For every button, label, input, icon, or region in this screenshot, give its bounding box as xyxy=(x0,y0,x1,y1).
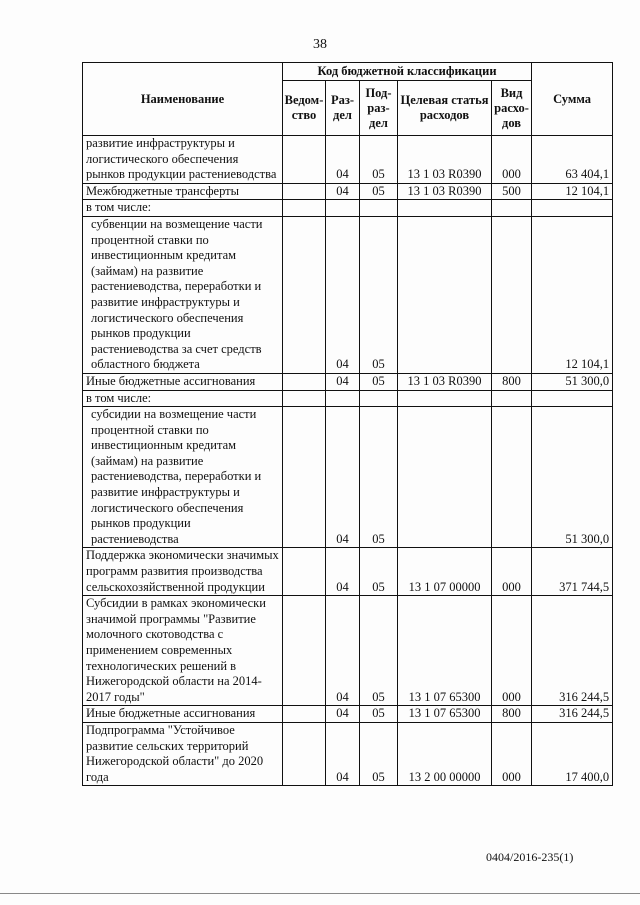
cell-subsection: 05 xyxy=(360,136,398,184)
cell-expense-type: 800 xyxy=(492,373,532,390)
cell-expense-type: 500 xyxy=(492,183,532,200)
document-code: 0404/2016-235(1) xyxy=(486,850,574,864)
cell-expense-type: 000 xyxy=(492,596,532,706)
cell-section: 04 xyxy=(326,136,360,184)
cell-name: Поддержка экономически значимых программ развития производства сельскохозяйственной продукции xyxy=(83,548,283,596)
cell-dept xyxy=(283,706,326,723)
cell-expense-type xyxy=(492,200,532,217)
cell-section: 04 xyxy=(326,216,360,373)
table-body xyxy=(83,136,613,786)
cell-subsection: 05 xyxy=(360,596,398,706)
cell-name: Субсидии в рамках экономически значимой программы "Развитие молочного скотоводства с применением современных технологических решений в Нижегородской области на 2014-2017 годы" xyxy=(83,596,283,706)
cell-subsection: 05 xyxy=(360,183,398,200)
table-row xyxy=(83,183,613,200)
table-row xyxy=(83,407,613,548)
cell-amount: 371 744,5 xyxy=(532,548,613,596)
cell-amount: 12 104,1 xyxy=(532,216,613,373)
cell-target: 13 1 03 R0390 xyxy=(398,183,492,200)
col-header-expense-type: Вид расхо-дов xyxy=(492,81,532,136)
cell-name: субсидии на возмещение части процентной ставки по инвестиционным кредитам (займам) на развитие растениеводства, переработки и развитие инфраструктуры и логистического обеспечения рынков продукции растениеводства xyxy=(83,407,283,548)
cell-expense-type: 000 xyxy=(492,722,532,785)
cell-dept xyxy=(283,200,326,217)
cell-dept xyxy=(283,722,326,785)
col-header-amount: Сумма xyxy=(532,63,613,136)
cell-target: 13 1 07 65300 xyxy=(398,706,492,723)
cell-amount xyxy=(532,390,613,407)
cell-subsection: 05 xyxy=(360,216,398,373)
cell-amount: 51 300,0 xyxy=(532,407,613,548)
cell-section: 04 xyxy=(326,407,360,548)
cell-subsection xyxy=(360,390,398,407)
col-header-group: Код бюджетной классификации xyxy=(283,63,532,81)
cell-subsection: 05 xyxy=(360,722,398,785)
cell-subsection: 05 xyxy=(360,706,398,723)
cell-amount: 316 244,5 xyxy=(532,706,613,723)
cell-subsection xyxy=(360,200,398,217)
col-header-name: Наименование xyxy=(83,63,283,136)
page-number: 38 xyxy=(313,37,327,52)
cell-name: в том числе: xyxy=(83,200,283,217)
table-row xyxy=(83,373,613,390)
cell-dept xyxy=(283,407,326,548)
cell-name: субвенции на возмещение части процентной ставки по инвестиционным кредитам (займам) на развитие растениеводства, переработки и развитие инфраструктуры и логистического обеспечения рынков продукции растениеводства за счет средств областного бюджета xyxy=(83,216,283,373)
cell-section xyxy=(326,200,360,217)
table-row xyxy=(83,216,613,373)
table-row xyxy=(83,548,613,596)
cell-section: 04 xyxy=(326,596,360,706)
cell-target xyxy=(398,216,492,373)
cell-expense-type: 000 xyxy=(492,136,532,184)
cell-section: 04 xyxy=(326,548,360,596)
cell-name: Иные бюджетные ассигнования xyxy=(83,373,283,390)
cell-expense-type xyxy=(492,390,532,407)
cell-section: 04 xyxy=(326,722,360,785)
cell-amount: 17 400,0 xyxy=(532,722,613,785)
cell-subsection: 05 xyxy=(360,407,398,548)
cell-name: развитие инфраструктуры и логистического обеспечения рынков продукции растениеводства xyxy=(83,136,283,184)
cell-section: 04 xyxy=(326,183,360,200)
cell-target: 13 2 00 00000 xyxy=(398,722,492,785)
cell-dept xyxy=(283,390,326,407)
table-row xyxy=(83,390,613,407)
cell-section: 04 xyxy=(326,373,360,390)
cell-target: 13 1 03 R0390 xyxy=(398,373,492,390)
cell-section xyxy=(326,390,360,407)
table-row xyxy=(83,200,613,217)
cell-amount: 316 244,5 xyxy=(532,596,613,706)
cell-expense-type xyxy=(492,407,532,548)
cell-subsection: 05 xyxy=(360,548,398,596)
col-header-dept: Ведом-ство xyxy=(283,81,326,136)
cell-name: в том числе: xyxy=(83,390,283,407)
cell-expense-type xyxy=(492,216,532,373)
cell-dept xyxy=(283,183,326,200)
cell-section: 04 xyxy=(326,706,360,723)
header-row-top xyxy=(83,63,613,81)
cell-name: Межбюджетные трансферты xyxy=(83,183,283,200)
cell-target: 13 1 07 00000 xyxy=(398,548,492,596)
footer-rule xyxy=(0,893,640,894)
cell-target xyxy=(398,390,492,407)
cell-target: 13 1 03 R0390 xyxy=(398,136,492,184)
cell-subsection: 05 xyxy=(360,373,398,390)
cell-name: Подпрограмма "Устойчивое развитие сельских территорий Нижегородской области" до 2020 года xyxy=(83,722,283,785)
cell-expense-type: 800 xyxy=(492,706,532,723)
col-header-target: Целевая статья расходов xyxy=(398,81,492,136)
cell-amount: 51 300,0 xyxy=(532,373,613,390)
table-row xyxy=(83,136,613,184)
budget-table xyxy=(82,62,613,786)
cell-dept xyxy=(283,216,326,373)
table-row xyxy=(83,706,613,723)
cell-dept xyxy=(283,548,326,596)
col-header-section: Раз-дел xyxy=(326,81,360,136)
cell-target xyxy=(398,200,492,217)
cell-name: Иные бюджетные ассигнования xyxy=(83,706,283,723)
col-header-subsection: Под-раз-дел xyxy=(360,81,398,136)
cell-amount: 12 104,1 xyxy=(532,183,613,200)
table-row xyxy=(83,722,613,785)
table-row xyxy=(83,596,613,706)
cell-amount xyxy=(532,200,613,217)
cell-dept xyxy=(283,136,326,184)
cell-amount: 63 404,1 xyxy=(532,136,613,184)
cell-dept xyxy=(283,596,326,706)
cell-dept xyxy=(283,373,326,390)
cell-expense-type: 000 xyxy=(492,548,532,596)
cell-target xyxy=(398,407,492,548)
cell-target: 13 1 07 65300 xyxy=(398,596,492,706)
